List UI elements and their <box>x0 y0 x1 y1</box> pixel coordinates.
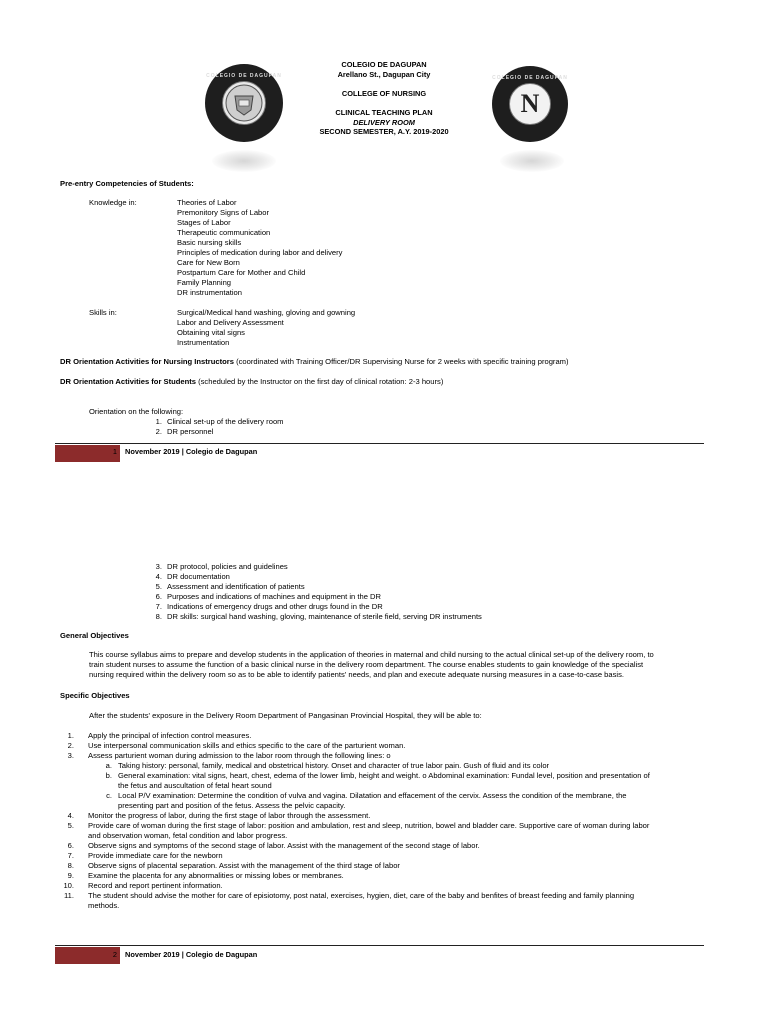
list-item <box>140 427 284 437</box>
footer-rule <box>55 945 704 946</box>
specific-objectives-intro: After the students' exposure in the Delivery Room Department of Pangasinan Provincial Hospital, they will be able to: <box>89 711 482 720</box>
objective-item <box>60 751 710 761</box>
list-item <box>140 592 482 602</box>
nursing-letter-icon: N <box>520 89 540 118</box>
item-number: 3. <box>67 751 74 760</box>
item-text: DR documentation <box>167 572 230 581</box>
specific-objectives-list <box>60 731 710 911</box>
department-name: COLLEGE OF NURSING <box>341 88 427 98</box>
list-item: DR instrumentation <box>177 288 242 297</box>
objective-item <box>60 851 710 861</box>
college-name: COLEGIO DE DAGUPAN <box>341 60 427 69</box>
item-text-line: The student should advise the mother for care of episiotomy, post natal, exercises, hygien, diet, care of the baby and benfites of breast feeding and family planning <box>88 891 635 900</box>
item-number: a. <box>105 761 112 770</box>
orientation-instructors-note: (coordinated with Training Officer/DR Supervising Nurse for 2 weeks with specific training program) <box>233 357 569 366</box>
document-header <box>234 60 534 137</box>
item-number: 5. <box>67 821 74 830</box>
page-number: 2 <box>112 950 117 959</box>
list-item: Principles of medication during labor and delivery <box>177 248 343 257</box>
item-text: Clinical set-up of the delivery room <box>167 417 284 426</box>
item-number: 7. <box>155 602 162 611</box>
general-objectives-heading: General Objectives <box>60 631 129 640</box>
list-item <box>140 562 482 572</box>
footer-text: November 2019 | Colegio de Dagupan <box>125 447 258 456</box>
right-seal-text: COLEGIO DE DAGUPAN <box>492 75 568 81</box>
item-text: Purposes and indications of machines and equipment in the DR <box>167 592 382 601</box>
item-number: b. <box>105 771 112 780</box>
list-item: Care for New Born <box>177 258 240 267</box>
list-item: Theories of Labor <box>177 198 237 207</box>
list-item: Surgical/Medical hand washing, gloving and gowning <box>177 308 356 317</box>
paragraph-line: This course syllabus aims to prepare and develop students in the application of theories in maternal and child nursing to the actual clinical set-up of the delivery room, to <box>89 650 654 659</box>
item-text: DR personnel <box>167 427 214 436</box>
item-text-line: Taking history: personal, family, medical and obstetrical history. Onset and character of true labor pain. Gush of fluid and its color <box>118 761 550 770</box>
list-item: Premonitory Signs of Labor <box>177 208 270 217</box>
item-text: Assessment and identification of patients <box>167 582 305 591</box>
item-number: 6. <box>155 592 162 601</box>
objective-item <box>60 861 710 871</box>
objective-item <box>60 841 710 851</box>
item-text-line: Examine the placenta for any abnormalities or missing lobes or membranes. <box>88 871 344 880</box>
list-item <box>140 417 284 427</box>
skills-list <box>177 308 355 348</box>
item-text-line: Apply the principal of infection control measures. <box>88 731 252 740</box>
item-text-line: Observe signs and symptoms of the second stage of labor. Assist with the management of the second stage of labor. <box>88 841 480 850</box>
item-text-line: Use interpersonal communication skills and ethics specific to the care of the parturient woman. <box>88 741 406 750</box>
list-item <box>140 612 482 622</box>
objective-item <box>60 811 710 821</box>
item-number: 4. <box>67 811 74 820</box>
item-number: 2. <box>67 741 74 750</box>
paragraph-line: train student nurses to assume the function of a basic clinical nurse in the delivery room department. The course enables students to gain knowledge of the specialist <box>89 660 644 669</box>
knowledge-list <box>177 198 342 298</box>
specific-objectives-heading: Specific Objectives <box>60 691 130 700</box>
item-number: 2. <box>155 427 162 436</box>
item-text-line: Record and report pertinent information. <box>88 881 223 890</box>
orientation-students-title: DR Orientation Activities for Students <box>60 377 196 386</box>
area-title: DELIVERY ROOM <box>353 117 415 127</box>
left-seal-text: COLEGIO DE DAGUPAN <box>206 73 282 79</box>
orientation-students-note: (scheduled by the Instructor on the first day of clinical rotation: 2-3 hours) <box>196 377 444 386</box>
objective-item <box>60 871 710 881</box>
item-number: 9. <box>67 871 74 880</box>
item-text-line: Provide immediate care for the newborn <box>88 851 223 860</box>
item-text-line: presenting part and position of the fetus. Assess the pelvic capacity. <box>118 801 346 810</box>
item-number: 4. <box>155 572 162 581</box>
objective-item <box>60 821 710 841</box>
item-text: Indications of emergency drugs and other drugs found in the DR <box>167 602 383 611</box>
orientation-students <box>60 377 443 387</box>
item-number: 7. <box>67 851 74 860</box>
list-item <box>140 572 482 582</box>
item-text-line: General examination: vital signs, heart, chest, edema of the lower limb, height and weight. o Abdominal examination: Fundal level, position and presentation of <box>118 771 650 780</box>
objective-item <box>60 731 710 741</box>
list-item: Instrumentation <box>177 338 230 347</box>
footer-text: November 2019 | Colegio de Dagupan <box>125 950 258 959</box>
item-text: DR skills: surgical hand washing, gloving, maintenance of sterile field, serving DR instruments <box>167 612 482 621</box>
item-number: 1. <box>155 417 162 426</box>
item-text-line: the fetus and auscultation of fetal heart sound <box>118 781 272 790</box>
pre-entry-heading: Pre-entry Competencies of Students: <box>60 179 194 188</box>
item-number: 11. <box>64 891 74 900</box>
sub-objective-item <box>60 771 710 791</box>
objective-item <box>60 881 710 891</box>
list-item: Postpartum Care for Mother and Child <box>177 268 306 277</box>
list-item: Labor and Delivery Assessment <box>177 318 284 327</box>
list-item <box>140 602 482 612</box>
skills-label: Skills in: <box>89 308 117 317</box>
knowledge-label: Knowledge in: <box>89 198 137 207</box>
list-item: Basic nursing skills <box>177 238 242 247</box>
item-number: 1. <box>67 731 74 740</box>
item-number: 6. <box>67 841 74 850</box>
page-number: 1 <box>112 447 117 456</box>
general-objectives-paragraph <box>89 650 707 680</box>
item-text-line: and observation woman, fetal condition and labor progress. <box>88 831 288 840</box>
right-seal-shadow <box>500 150 564 172</box>
item-text: DR protocol, policies and guidelines <box>167 562 288 571</box>
list-item: Stages of Labor <box>177 218 231 227</box>
orientation-intro: Orientation on the following: <box>89 407 184 416</box>
footer-rule <box>55 443 704 444</box>
item-number: 8. <box>67 861 74 870</box>
item-number: 8. <box>155 612 162 621</box>
item-text-line: Observe signs of placental separation. Assist with the management of the third stage of labor <box>88 861 400 870</box>
item-text-line: Local P/V examination: Determine the condition of vulva and vagina. Dilatation and effacement of the cervix. Assess the condition of the membrane, the <box>118 791 627 800</box>
objective-item <box>60 741 710 751</box>
item-text-line: Provide care of woman during the first stage of labor: position and ambulation, rest and sleep, nutrition, bowel and bladder care. Supportive care of woman during labor <box>88 821 650 830</box>
list-item: Family Planning <box>177 278 232 287</box>
orientation-instructors <box>60 357 569 367</box>
list-item <box>140 582 482 592</box>
sub-objective-item <box>60 791 710 811</box>
list-item: Therapeutic communication <box>177 228 271 237</box>
paragraph-line: nursing required within the delivery room so as to be able to identify patients' needs, and plan and execute adequate nursing measures in a case-to-case basis. <box>89 670 625 679</box>
college-address: Arellano St., Dagupan City <box>337 69 431 79</box>
objective-item <box>60 891 710 911</box>
item-text-line: methods. <box>88 901 120 910</box>
item-number: 10. <box>63 881 74 890</box>
item-number: c. <box>106 791 112 800</box>
orientation-list-page2 <box>140 562 482 622</box>
item-number: 5. <box>155 582 162 591</box>
item-text-line: Assess parturient woman during admission to the labor room through the following lines: o <box>88 751 391 760</box>
item-text-line: Monitor the progress of labor, during the first stage of labor through the assessment. <box>88 811 371 820</box>
left-seal-shadow <box>212 150 276 172</box>
plan-title: CLINICAL TEACHING PLAN <box>335 107 433 117</box>
sub-objective-item <box>60 761 710 771</box>
item-number: 3. <box>155 562 162 571</box>
list-item: Obtaining vital signs <box>177 328 245 337</box>
semester: SECOND SEMESTER, A.Y. 2019-2020 <box>319 127 449 137</box>
orientation-instructors-title: DR Orientation Activities for Nursing Instructors <box>60 357 234 366</box>
orientation-list-page1 <box>140 417 284 437</box>
